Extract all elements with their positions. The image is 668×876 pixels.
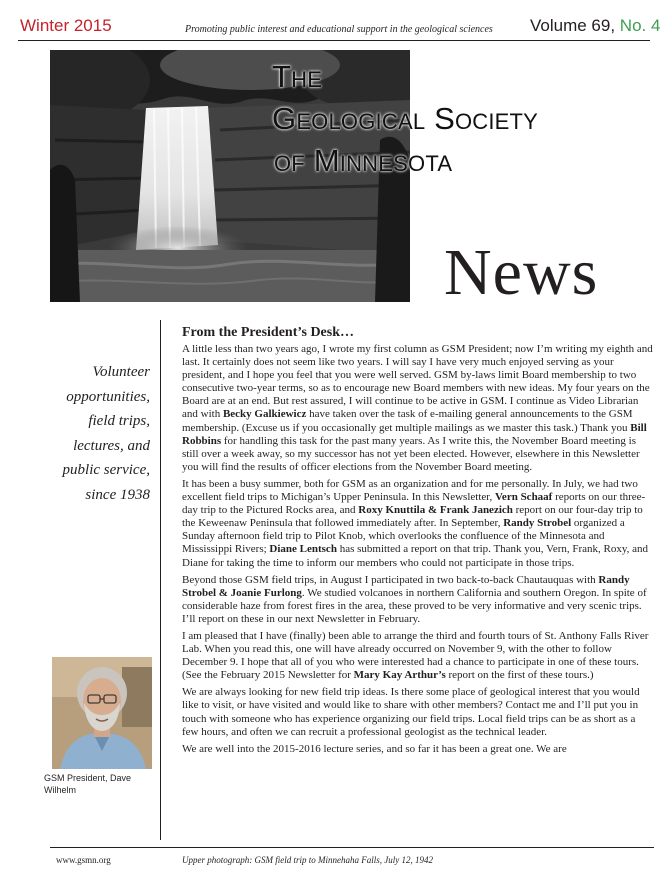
mission-statement: Volunteer opportunities, field trips, lectures, and public service, since 1938 <box>62 364 150 503</box>
title-line-society: Geological Society <box>272 101 539 136</box>
title-line-minnesota: of Minnesota <box>274 143 453 178</box>
volume-issue <box>530 16 660 36</box>
paragraph: It has been a busy summer, both for GSM as an organization and for me personally. In July, we had two excellent field trips to Michigan’s Upper Peninsula. In this Newsletter, Vern Schaaf reports on our three-day trip to the Pictured Rocks area, and Roxy Knuttila & Frank Janezich report on our four-day trip to the Keweenaw Peninsula that followed immediately after. In September, Randy Strobel organized a Sunday afternoon field trip to Pilot Knob, which overlooks the confluence of the Minnesota and Mississippi Rivers; Diane Lentsch has submitted a report on that trip. Thank you, Vern, Frank, Roxy, and Diane for taking the time to inform our members who could not participate in those trips. <box>182 477 649 569</box>
article-body <box>182 343 654 760</box>
issue-season: Winter 2015 <box>20 16 112 35</box>
issue-number: No. 4 <box>619 16 661 35</box>
tagline: Promoting public interest and educational support in the geological sciences <box>185 24 493 35</box>
paragraph: A little less than two years ago, I wrote my first column as GSM President; now I’m writing my eighth and last. It certainly does not seem like two years. I will say I have very much enjoyed serving as your president, and I hope you feel that you were well served. GSM by-laws limit Board membership to two consecutive two-year terms, so as to encourage new Board members with new ideas. My four years on the Board are at an end. But rest assured, I will continue to be active in GSM. I continue as Video Librarian and with Becky Galkiewicz have taken over the task of e-mailing general announcements to the GSM membership. (Excuse us if you occasionally get multiple mailings as we master this task.) Thank you Bill Robbins for handling this task for the past many years. As I write this, the November Board meeting is still over a week away, so my successor has not yet been elected. However, elsewhere in this Newsletter you will find the results of officer elections from the November Board meeting. <box>182 343 653 473</box>
article-title: From the President’s Desk… <box>182 325 354 340</box>
top-rule <box>18 40 650 41</box>
sidebar-divider <box>160 320 161 840</box>
president-portrait-icon <box>52 657 152 769</box>
website-url[interactable]: www.gsmn.org <box>56 855 111 865</box>
bottom-rule <box>50 847 654 848</box>
paragraph: I am pleased that I have (finally) been able to arrange the third and fourth tours of St. Anthony Falls River Lab. When you read this, one will have already occurred on November 9, with the other to follow December 9. I hope that all of you who were interested had a chance to participate in one of these tours. (See the February 2015 Newsletter for Mary Kay Arthur’s report on the first of these tours.) <box>182 629 649 682</box>
paragraph: Beyond those GSM field trips, in August I participated in two back-to-back Chautauquas with Randy Strobel & Joanie Furlong. We studied volcanoes in northern California and southern Oregon. In spite of considerable haze from forest fires in the area, these proved to be very informative and very scenic trips. I’ll report on these in our next Newsletter in February. <box>182 573 647 625</box>
volume-number: Volume 69, <box>530 16 616 35</box>
title-line-the: The <box>272 59 323 94</box>
photo-caption: GSM President, Dave Wilhelm <box>44 773 132 795</box>
paragraph: We are always looking for new field trip ideas. Is there some place of geological interest that you would like to visit, or have visited and would like to share with other members? Contact me and I’ll put you in touch with someone who has experience organizing our field trips. Local field trips can be as short as a few hours, and often we can recruit a professional geologist as the technical leader. <box>182 686 640 738</box>
news-title: News <box>444 236 599 309</box>
photo-credit: Upper photograph: GSM field trip to Minnehaha Falls, July 12, 1942 <box>182 855 433 865</box>
paragraph: We are well into the 2015-2016 lecture series, and so far it has been a great one. We are <box>182 742 567 755</box>
society-title <box>272 56 652 182</box>
